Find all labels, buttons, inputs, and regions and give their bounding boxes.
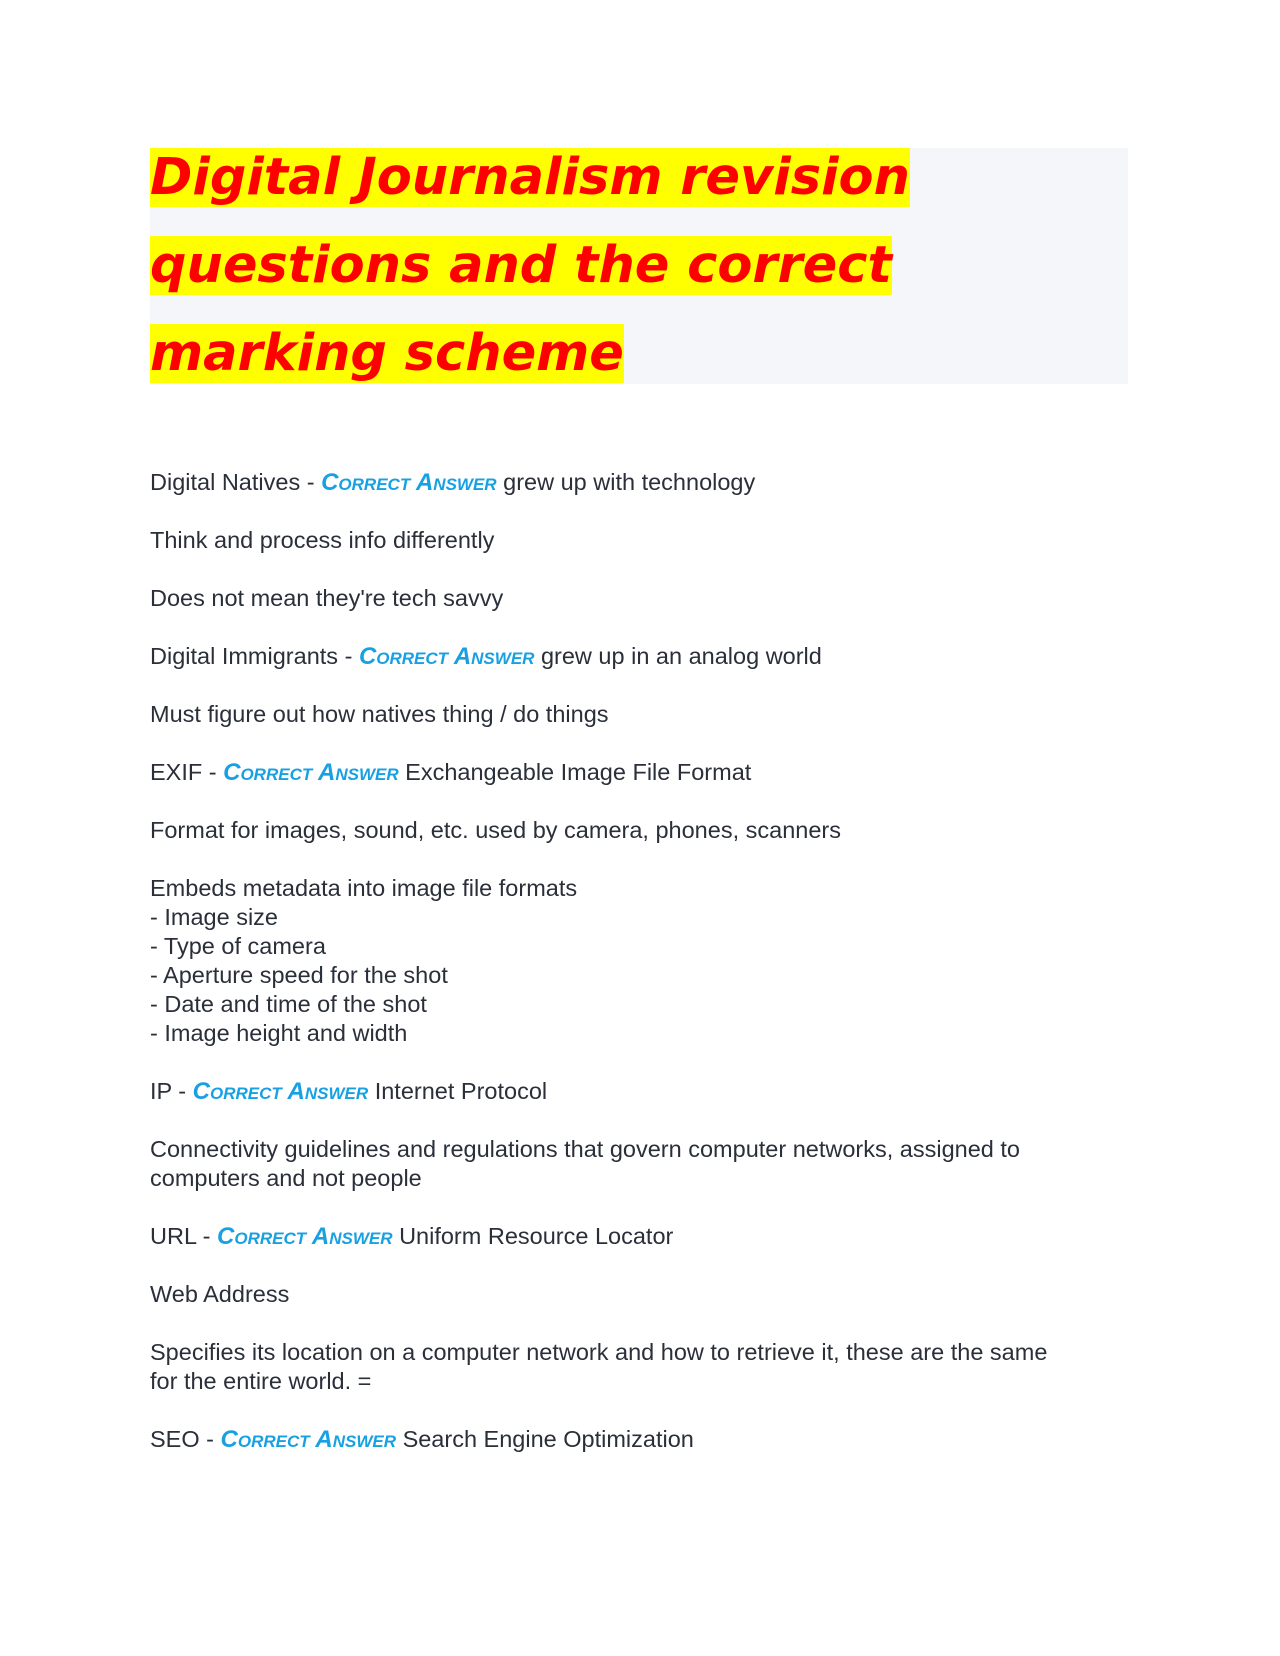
document-title [150, 148, 1128, 412]
qa-term-entry: SEO - Correct Answer Search Engine Optimization [150, 1426, 694, 1453]
answer: Internet Protocol [374, 1078, 548, 1104]
term: IP [150, 1078, 172, 1104]
answer-note: Format for images, sound, etc. used by camera, phones, scanners [150, 817, 841, 843]
answer: grew up with technology [503, 469, 756, 495]
answer-note: Does not mean they're tech savvy [150, 585, 504, 611]
note-line: - Type of camera [150, 933, 326, 959]
term: Digital Natives [150, 469, 301, 495]
title-line: Digital Journalism revision [150, 148, 910, 207]
note-line: - Image size [150, 904, 278, 930]
note-line: for the entire world. = [150, 1368, 372, 1394]
answer: Search Engine Optimization [402, 1426, 694, 1452]
qa-entries [150, 468, 1130, 1483]
answer-note [150, 874, 1130, 1048]
answer: Exchangeable Image File Format [405, 759, 752, 785]
answer-note: Think and process info differently [150, 527, 495, 553]
qa-term-entry: Digital Natives - Correct Answer grew up with technology [150, 469, 756, 496]
title-block [150, 148, 1128, 384]
qa-term-entry: IP - Correct Answer Internet Protocol [150, 1078, 548, 1105]
qa-term-entry: Digital Immigrants - Correct Answer grew up in an analog world [150, 643, 822, 670]
correct-answer-label: Correct Answer [220, 1426, 397, 1453]
note-line: computers and not people [150, 1165, 422, 1191]
note-line: Specifies its location on a computer network and how to retrieve it, these are the same [150, 1339, 1048, 1365]
correct-answer-label: Correct Answer [192, 1078, 369, 1105]
note-line: - Date and time of the shot [150, 991, 427, 1017]
document-page [150, 0, 1130, 1656]
answer-note [150, 1338, 1130, 1396]
answer: grew up in an analog world [540, 643, 822, 669]
correct-answer-label: Correct Answer [358, 643, 535, 670]
title-line: questions and the correct [150, 236, 892, 295]
correct-answer-label: Correct Answer [223, 759, 399, 786]
term: Digital Immigrants [150, 643, 339, 669]
note-line: Embeds metadata into image file formats [150, 875, 578, 901]
qa-term-entry: URL - Correct Answer Uniform Resource Locator [150, 1223, 674, 1250]
answer: Uniform Resource Locator [399, 1223, 674, 1249]
answer-note [150, 1135, 1130, 1193]
answer-note: Web Address [150, 1281, 290, 1307]
term: EXIF [150, 759, 203, 785]
answer-note: Must figure out how natives thing / do things [150, 701, 609, 727]
correct-answer-label: Correct Answer [321, 469, 497, 496]
term: SEO [150, 1426, 200, 1452]
qa-term-entry: EXIF - Correct Answer Exchangeable Image File Format [150, 759, 752, 786]
correct-answer-label: Correct Answer [217, 1223, 393, 1250]
term: URL [150, 1223, 197, 1249]
note-line: - Image height and width [150, 1020, 408, 1046]
note-line: - Aperture speed for the shot [150, 962, 448, 988]
title-line: marking scheme [150, 324, 624, 383]
note-line: Connectivity guidelines and regulations that govern computer networks, assigned to [150, 1136, 1021, 1162]
